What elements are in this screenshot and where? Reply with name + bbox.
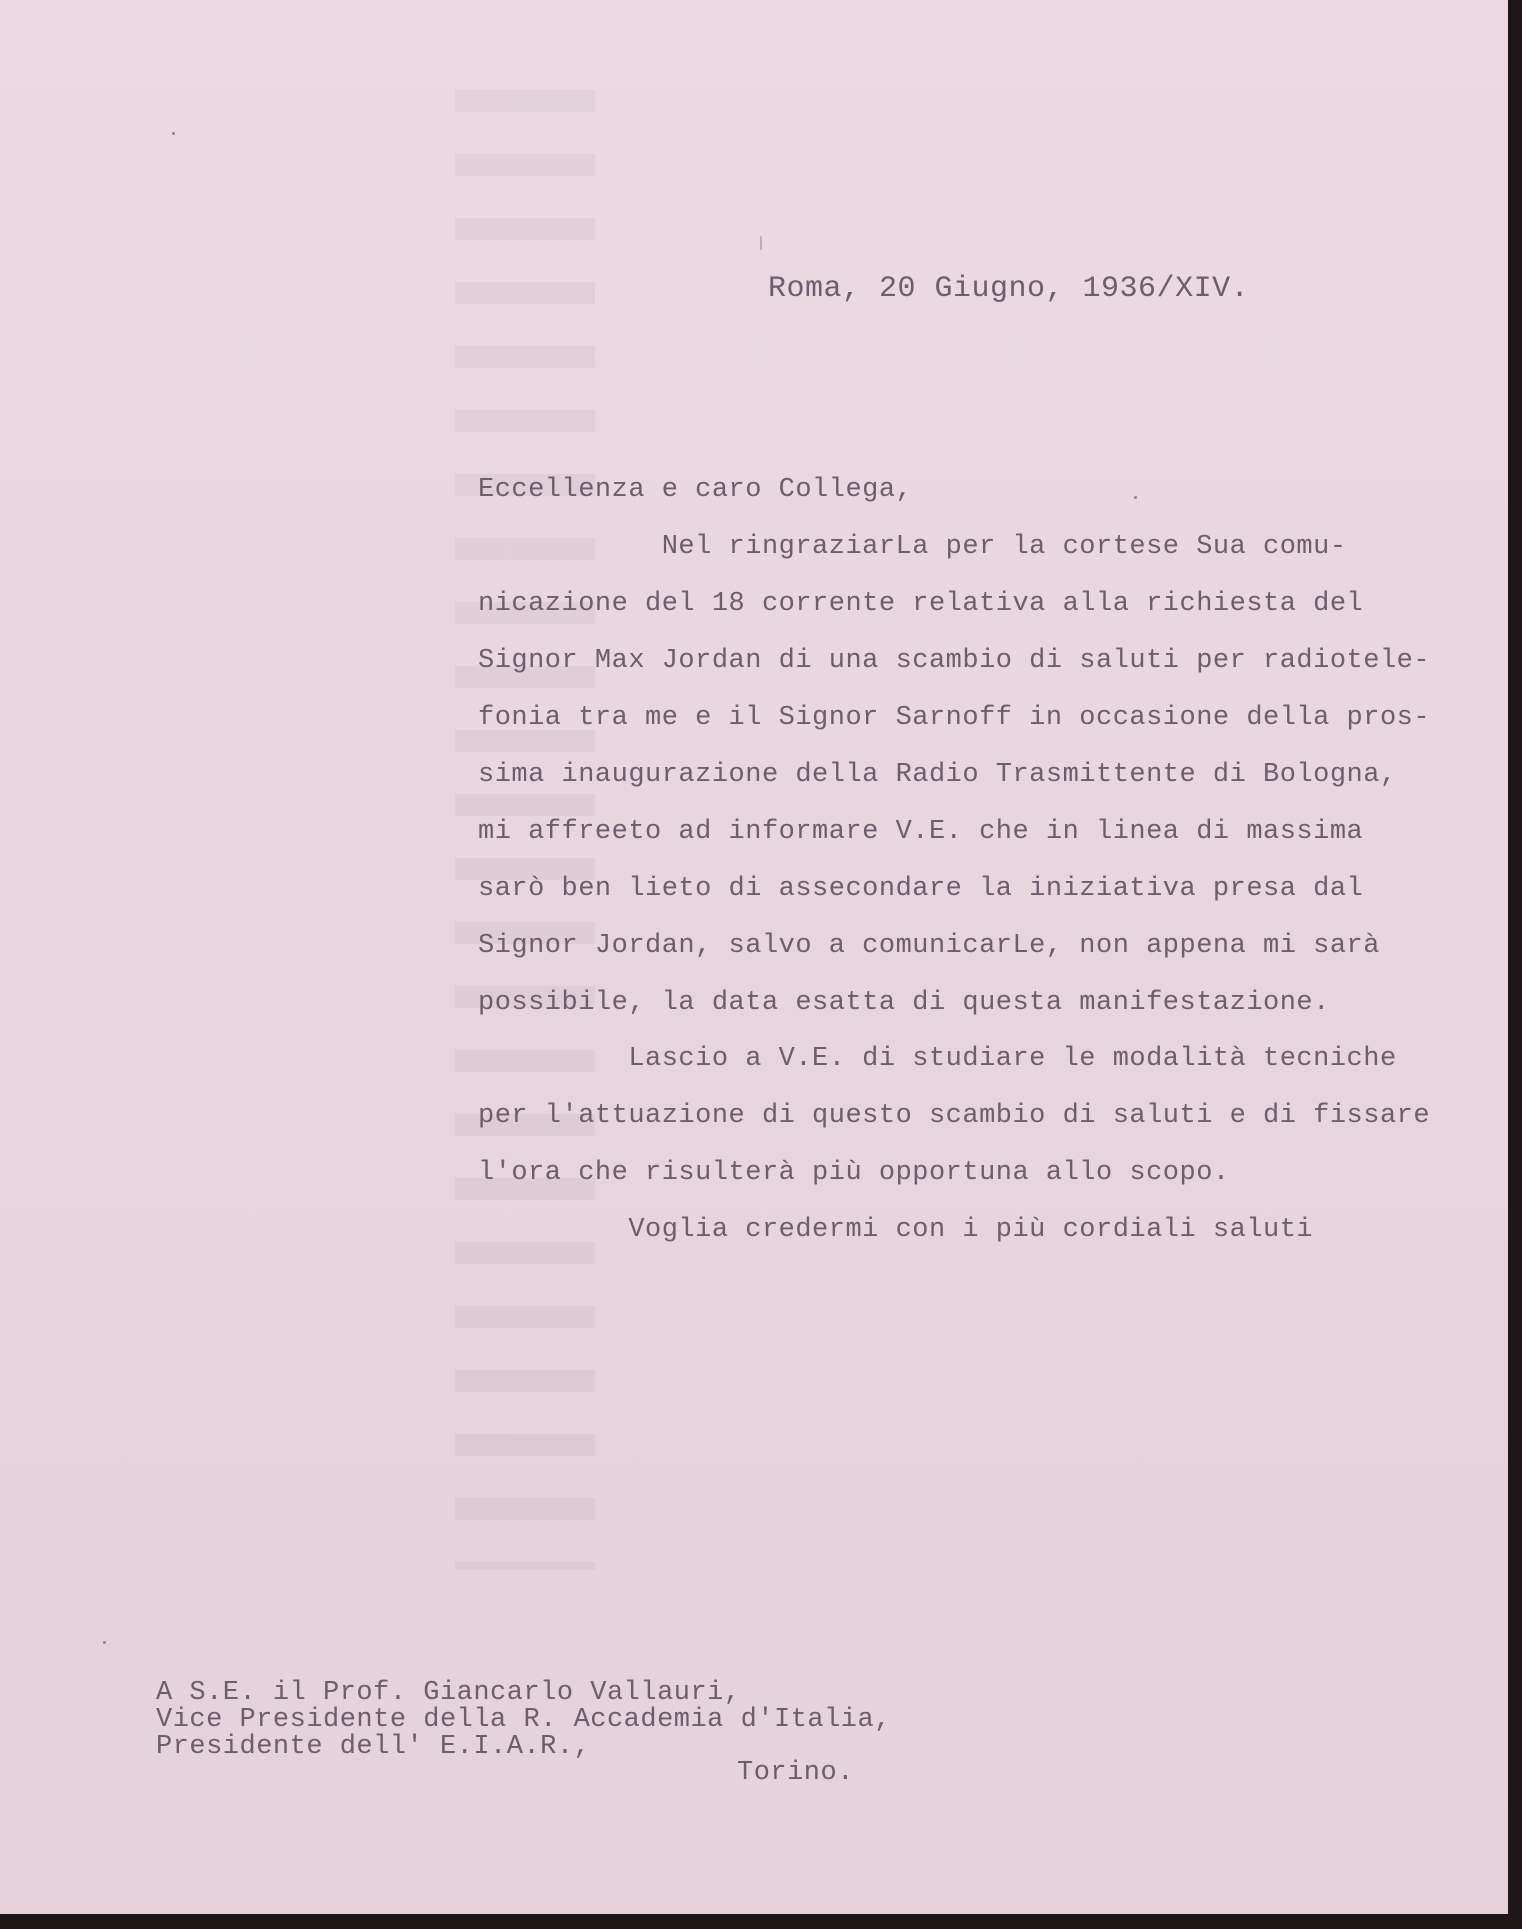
paper-mark bbox=[760, 236, 762, 250]
body-line: l'ora che risulterà più opportuna allo scopo. bbox=[478, 1158, 1230, 1188]
address-line: A S.E. il Prof. Giancarlo Vallauri, bbox=[156, 1678, 741, 1708]
body-line: nicazione del 18 corrente relativa alla richiesta del bbox=[478, 589, 1364, 619]
body-line: Signor Max Jordan di una scambio di saluti per radiotele- bbox=[478, 646, 1431, 676]
body-line: sima inaugurazione della Radio Trasmittente di Bologna, bbox=[478, 760, 1397, 790]
scan-border-bottom bbox=[0, 1914, 1522, 1929]
salutation: Eccellenza e caro Collega, bbox=[478, 475, 913, 505]
letter-date: Roma, 20 Giugno, 1936/XIV. bbox=[768, 272, 1250, 306]
body-line: Nel ringraziarLa per la cortese Sua comu- bbox=[478, 532, 1347, 562]
body-line: mi affreeto ad informare V.E. che in linea di massima bbox=[478, 817, 1364, 847]
body-line: possibile, la data esatta di questa manifestazione. bbox=[478, 988, 1330, 1018]
body-line: Signor Jordan, salvo a comunicarLe, non appena mi sarà bbox=[478, 931, 1380, 961]
body-line: sarò ben lieto di assecondare la iniziativa presa dal bbox=[478, 874, 1364, 904]
address-line: Presidente dell' E.I.A.R., bbox=[156, 1732, 591, 1762]
paper-speck bbox=[103, 1641, 106, 1644]
body-line: Lascio a V.E. di studiare le modalità tecniche bbox=[478, 1044, 1397, 1074]
scan-border-right bbox=[1508, 0, 1522, 1929]
address-line: Vice Presidente della R. Accademia d'Italia, bbox=[156, 1705, 891, 1735]
body-line: Voglia credermi con i più cordiali saluti bbox=[478, 1215, 1314, 1245]
body-line: fonia tra me e il Signor Sarnoff in occasione della pros- bbox=[478, 703, 1431, 733]
paper-speck bbox=[1134, 496, 1137, 499]
address-city: Torino. bbox=[737, 1758, 854, 1788]
paper-speck bbox=[172, 132, 175, 135]
body-line: per l'attuazione di questo scambio di saluti e di fissare bbox=[478, 1101, 1431, 1131]
